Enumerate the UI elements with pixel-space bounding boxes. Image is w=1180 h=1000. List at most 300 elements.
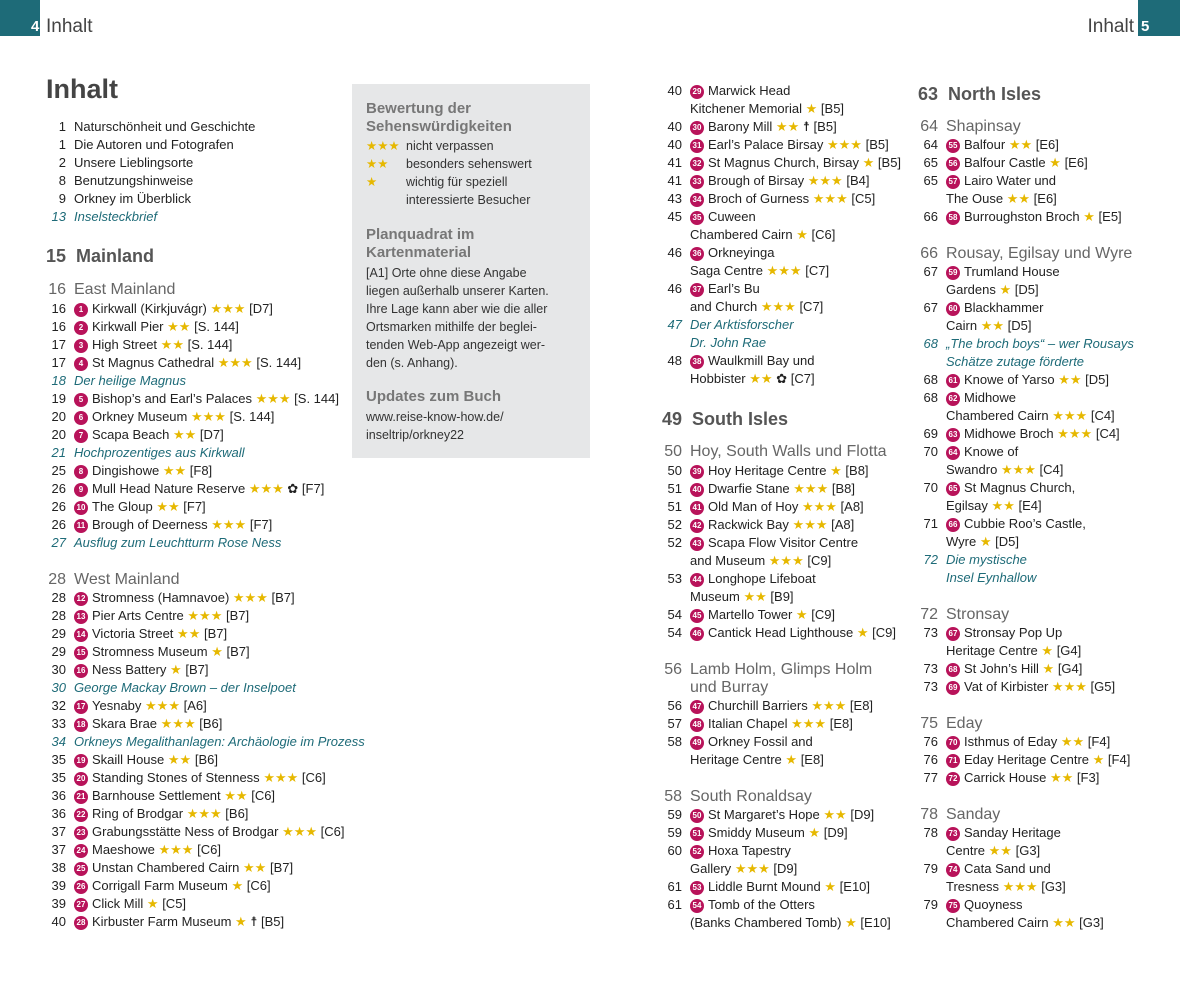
entry-title: Waulkmill Bay und: [708, 353, 815, 368]
star-icon: ★: [366, 175, 378, 189]
map-reference: [G5]: [1090, 679, 1116, 694]
entry-text: [946, 896, 1023, 914]
entry-title: Centre: [946, 843, 986, 858]
entry-page: 17: [51, 337, 66, 352]
updates-url-1[interactable]: www.reise-know-how.de/: [366, 410, 504, 424]
star-icon: ★★★: [248, 481, 284, 496]
map-reference: [D5]: [1007, 318, 1032, 333]
entry-text: [690, 624, 896, 642]
entry-text: [690, 480, 855, 498]
entry-title: Bishop’s and Earl’s Palaces: [92, 391, 252, 406]
page-number-left: 4: [31, 18, 40, 35]
entry-title: Corrigall Farm Museum: [92, 878, 228, 893]
entry-text: [74, 823, 345, 841]
entry-page: 2: [58, 155, 66, 170]
entry-text: [690, 280, 760, 298]
star-icon: ★★★: [1002, 879, 1038, 894]
sight-number-badge: 50: [690, 809, 704, 823]
subsection-page: 66: [920, 245, 938, 262]
entry-page: 73: [923, 679, 938, 694]
entry-text: [74, 751, 218, 769]
entry-title: Chambered Cairn: [946, 408, 1049, 423]
entry-text: [74, 336, 232, 354]
section-page: 63: [918, 84, 939, 104]
star-icon: ★★: [1052, 915, 1076, 930]
sight-number-badge: 25: [74, 862, 88, 876]
entry-title: Victoria Street: [92, 626, 174, 641]
entry-page: 16: [51, 301, 66, 316]
subsection-title: Hoy, South Walls und Flotta: [690, 443, 887, 460]
subsection-page: 16: [48, 281, 66, 298]
entry-page: 8: [58, 173, 66, 188]
entry-title: Scapa Beach: [92, 427, 170, 442]
entry-title: Egilsay: [946, 498, 988, 513]
sight-number-badge: 2: [74, 321, 88, 335]
map-reference: [B6]: [194, 752, 218, 767]
entry-text: [690, 316, 794, 334]
star-icon: ★: [999, 282, 1012, 297]
entry-page: 52: [667, 535, 682, 550]
sight-number-badge: 64: [946, 446, 960, 460]
entry-text: [946, 678, 1115, 696]
subsection-title: Shapinsay: [946, 118, 1021, 135]
star-icon: ★★: [172, 427, 197, 442]
map-reference: [C6]: [320, 824, 345, 839]
entry-title: Cubbie Roo’s Castle,: [964, 516, 1086, 531]
sight-number-badge: 40: [690, 483, 704, 497]
entry-page: 34: [51, 734, 66, 749]
entry-text: [74, 913, 284, 931]
entry-text: [946, 425, 1120, 443]
star-icon: ★: [795, 607, 808, 622]
entry-page: 53: [667, 571, 682, 586]
entry-page: 51: [667, 481, 682, 496]
entry-title: Orkney Fossil and: [708, 734, 813, 749]
entry-title: Knowe of Yarso: [964, 372, 1055, 387]
entry-text: [690, 244, 774, 262]
map-reference: [C9]: [811, 607, 836, 622]
entry-text: [74, 715, 222, 733]
star-icon: ★★: [1058, 372, 1082, 387]
entry-text: [74, 426, 224, 444]
subsection-title: Rousay, Egilsay und Wyre: [946, 245, 1133, 262]
entry-page: 65: [923, 155, 938, 170]
sight-number-badge: 32: [690, 157, 704, 171]
entry-page: 76: [923, 752, 938, 767]
sight-number-badge: 38: [690, 355, 704, 369]
star-icon: ★★★: [263, 770, 299, 785]
entry-title: Tresness: [946, 879, 999, 894]
entry-page: 35: [51, 752, 66, 767]
map-reference: [F4]: [1087, 734, 1111, 749]
star-icon: ★★★: [232, 590, 268, 605]
entry-page: 65: [923, 173, 938, 188]
sight-number-badge: 67: [946, 627, 960, 641]
map-reference: [E10]: [839, 879, 871, 894]
star-icon: ★★★: [827, 137, 862, 152]
entry-title: Earl’s Bu: [708, 281, 760, 296]
sight-number-badge: 5: [74, 393, 88, 407]
entry-title: Martello Tower: [708, 607, 793, 622]
sight-number-badge: 28: [74, 916, 88, 930]
sight-number-badge: 69: [946, 681, 960, 695]
entry-text: [690, 516, 854, 534]
map-reference: [B6]: [199, 716, 223, 731]
entry-title: Stromness (Hamnavoe): [92, 590, 230, 605]
entry-page: 60: [667, 843, 682, 858]
entry-page: 68: [923, 372, 938, 387]
star-icon: ★: [235, 914, 247, 929]
star-icon: ★: [231, 878, 244, 893]
entry-text: [690, 334, 766, 352]
entry-title: Hobbister: [690, 371, 746, 386]
entry-title: Pier Arts Centre: [92, 608, 184, 623]
map-reference: [A6]: [183, 698, 207, 713]
map-reference: [C4]: [1095, 426, 1120, 441]
entry-title: St Margaret’s Hope: [708, 807, 820, 822]
entry-title: Ness Battery: [92, 662, 167, 677]
map-reference: [C6]: [251, 788, 276, 803]
map-reference: [E6]: [1035, 137, 1059, 152]
updates-url-2[interactable]: inseltrip/orkney22: [366, 428, 464, 442]
entry-title: Dingishowe: [92, 463, 160, 478]
entry-title: St Magnus Church,: [964, 480, 1076, 495]
grid-text-5: tenden Web-App angezeigt wer-: [366, 338, 546, 352]
star-icon: ★★: [167, 752, 192, 767]
map-reference: [A8]: [831, 517, 855, 532]
rating-label-3: nicht verpassen: [406, 139, 494, 153]
star-icon: ★★: [156, 499, 180, 514]
entry-title: Standing Stones of Stenness: [92, 770, 260, 785]
sight-number-badge: 49: [690, 736, 704, 750]
sight-number-badge: 11: [74, 519, 88, 533]
sight-number-badge: 41: [690, 501, 704, 515]
entry-page: 79: [923, 861, 938, 876]
entry-text: [946, 497, 1042, 515]
sight-number-badge: 52: [690, 845, 704, 859]
entry-page: 59: [667, 807, 682, 822]
sight-number-badge: 24: [74, 844, 88, 858]
entry-text: [946, 569, 1036, 587]
entry-text: [946, 551, 1027, 569]
entry-text: [946, 407, 1115, 425]
entry-text: [946, 353, 1084, 371]
sight-number-badge: 6: [74, 411, 88, 425]
entry-title: Midhowe: [964, 390, 1017, 405]
entry-page: 45: [667, 209, 682, 224]
entry-page: 25: [51, 463, 66, 478]
entry-page: 70: [923, 444, 938, 459]
entry-title: Naturschönheit und Geschichte: [74, 119, 256, 134]
sight-number-badge: 55: [946, 139, 960, 153]
sight-number-badge: 26: [74, 880, 88, 894]
map-reference: [B9]: [770, 589, 794, 604]
entry-title: Grabungsstätte Ness of Brodgar: [92, 824, 279, 839]
entry-title: Kirbuster Farm Museum: [92, 914, 232, 929]
entry-page: 46: [667, 245, 682, 260]
map-reference: [G4]: [1056, 643, 1082, 658]
entry-title: Old Man of Hoy: [708, 499, 799, 514]
running-header-right: Inhalt: [1087, 16, 1134, 37]
page-number-right: 5: [1141, 18, 1150, 35]
rating-heading: Bewertung der: [366, 100, 472, 117]
subsection-page: 78: [920, 806, 938, 823]
entry-text: [690, 733, 813, 751]
sight-number-badge: 62: [946, 392, 960, 406]
entry-title: Kirkwall Pier: [92, 319, 164, 334]
entry-page: 28: [51, 608, 66, 623]
map-reference: [E8]: [849, 698, 874, 713]
entry-title: Vat of Kirbister: [964, 679, 1049, 694]
entry-title: Inselsteckbrief: [74, 209, 158, 224]
sight-number-badge: 72: [946, 772, 960, 786]
map-reference: [C9]: [807, 553, 832, 568]
entry-text: [690, 842, 791, 860]
subsection-title: Sanday: [946, 806, 1001, 823]
entry-text: [690, 715, 853, 733]
map-reference: [F4]: [1107, 752, 1131, 767]
map-reference: [B7]: [203, 626, 228, 641]
entry-text: [74, 679, 296, 697]
sight-number-badge: 34: [690, 193, 704, 207]
entry-text: [74, 805, 248, 823]
entry-title: Schätze zutage förderte: [946, 354, 1085, 369]
map-reference: ✿ [F7]: [287, 481, 325, 496]
sight-number-badge: 33: [690, 175, 704, 189]
entry-page: 40: [667, 119, 682, 134]
subsection-page: 64: [920, 118, 938, 135]
entry-title: and Church: [690, 299, 758, 314]
entry-text: [690, 190, 875, 208]
section-page: 49: [662, 409, 683, 429]
entry-title: Marwick Head: [708, 83, 791, 98]
updates-heading: Updates zum Buch: [366, 388, 502, 405]
map-reference: [G3]: [1041, 879, 1066, 894]
entry-text: [946, 154, 1088, 172]
map-reference: [S. 144]: [256, 355, 302, 370]
entry-text: [946, 335, 1134, 353]
map-reference: [C5]: [162, 896, 187, 911]
entry-title: Der heilige Magnus: [74, 373, 187, 388]
sight-number-badge: 59: [946, 266, 960, 280]
entry-text: [690, 570, 816, 588]
entry-title: Brough of Birsay: [708, 173, 805, 188]
entry-text: [690, 370, 815, 388]
sight-number-badge: 3: [74, 339, 88, 353]
map-reference: [B4]: [846, 173, 870, 188]
map-reference: [C5]: [851, 191, 876, 206]
entry-text: [74, 661, 208, 679]
star-icon: ★★: [224, 788, 248, 803]
entry-text: [74, 589, 295, 607]
entry-text: [946, 281, 1039, 299]
entry-page: 73: [923, 625, 938, 640]
entry-title: Blackhammer: [964, 300, 1044, 315]
sight-number-badge: 46: [690, 627, 704, 641]
map-reference: [C6]: [811, 227, 836, 242]
section-title: Mainland: [76, 246, 155, 266]
star-icon: ★: [824, 879, 837, 894]
entry-page: 26: [51, 499, 66, 514]
entry-text: [74, 769, 326, 787]
star-icon: ★★★: [187, 608, 223, 623]
entry-title: Insel Eynhallow: [946, 570, 1037, 585]
sight-number-badge: 14: [74, 628, 88, 642]
entry-page: 16: [51, 319, 66, 334]
map-reference: [B7]: [226, 644, 250, 659]
map-reference: [A8]: [840, 499, 864, 514]
entry-title: Orkney Museum: [92, 409, 188, 424]
entry-title: Gallery: [690, 861, 732, 876]
entry-page: 79: [923, 897, 938, 912]
entry-page: 69: [923, 426, 938, 441]
map-reference: [S. 144]: [229, 409, 275, 424]
entry-page: 36: [51, 806, 66, 821]
entry-text: [946, 769, 1099, 787]
entry-title: Yesnaby: [92, 698, 142, 713]
star-icon: ★★★: [1000, 462, 1036, 477]
entry-text: [74, 787, 275, 805]
entry-page: 76: [923, 734, 938, 749]
entry-text: [946, 299, 1043, 317]
star-icon: ★: [785, 752, 798, 767]
entry-page: 36: [51, 788, 66, 803]
entry-page: 47: [667, 317, 682, 332]
entry-text: [690, 498, 864, 516]
sight-number-badge: 1: [74, 303, 88, 317]
entry-title: Carrick House: [964, 770, 1047, 785]
entry-page: 29: [51, 644, 66, 659]
star-icon: ★★: [743, 589, 767, 604]
entry-page: 64: [923, 137, 938, 152]
entry-page: 67: [923, 264, 938, 279]
star-icon: ★★★: [734, 861, 770, 876]
map-reference: [B5]: [877, 155, 902, 170]
entry-title: and Museum: [690, 553, 766, 568]
entry-text: [946, 190, 1057, 208]
map-reference: ☨ [B5]: [250, 914, 285, 929]
sight-number-badge: 39: [690, 465, 704, 479]
sight-number-badge: 51: [690, 827, 704, 841]
entry-text: [946, 461, 1063, 479]
entry-page: 40: [51, 914, 66, 929]
entry-title: Earl’s Palace Birsay: [708, 137, 824, 152]
entry-page: 41: [667, 155, 682, 170]
sight-number-badge: 7: [74, 429, 88, 443]
star-icon: ★★★: [768, 553, 804, 568]
star-icon: ★★: [775, 119, 800, 134]
grid-text-2: liegen außerhalb unserer Karten.: [366, 284, 549, 298]
entry-text: [690, 136, 889, 154]
entry-text: [946, 172, 1056, 190]
sight-number-badge: 8: [74, 465, 88, 479]
map-reference: [B7]: [225, 608, 250, 623]
entry-page: 20: [51, 409, 66, 424]
entry-text: [946, 263, 1060, 281]
map-reference: [D7]: [199, 427, 224, 442]
entry-title: Cantick Head Lighthouse: [708, 625, 854, 640]
star-icon: ★★: [980, 318, 1005, 333]
entry-text: [74, 498, 206, 516]
entry-title: Benutzungshinweise: [74, 173, 194, 188]
entry-text: [74, 733, 365, 751]
star-icon: ★: [1083, 209, 1095, 224]
sight-number-badge: 18: [74, 718, 88, 732]
star-icon: ★★: [823, 807, 847, 822]
star-icon: ★★: [366, 157, 389, 171]
rating-label-2: besonders sehenswert: [406, 157, 532, 171]
star-icon: ★★: [749, 371, 773, 386]
grid-text-4: Ortsmarken mithilfe der beglei-: [366, 320, 537, 334]
entry-text: [946, 842, 1040, 860]
star-icon: ★★★: [217, 355, 253, 370]
star-icon: ★: [862, 155, 875, 170]
star-icon: ★★★: [160, 716, 196, 731]
entry-text: [946, 660, 1082, 678]
map-reference: [C6]: [246, 878, 271, 893]
map-reference: [D5]: [1014, 282, 1039, 297]
section-title: South Isles: [692, 409, 789, 429]
entry-title: (Banks Chambered Tomb): [690, 915, 842, 930]
subsection-title: West Mainland: [74, 571, 180, 588]
entry-text: [946, 533, 1019, 551]
entry-page: 17: [51, 355, 66, 370]
map-reference: [S. 144]: [294, 391, 339, 406]
entry-title: Cairn: [946, 318, 978, 333]
entry-page: 37: [51, 842, 66, 857]
entry-text: [74, 697, 207, 715]
entry-page: 59: [667, 825, 682, 840]
star-icon: ★: [1041, 643, 1054, 658]
subsection-page: 28: [48, 571, 66, 588]
star-icon: ★: [805, 101, 818, 116]
entry-title: Balfour Castle: [964, 155, 1046, 170]
subsection-title: East Mainland: [74, 281, 176, 298]
entry-title: Eday Heritage Centre: [964, 752, 1090, 767]
entry-page: 19: [51, 391, 66, 406]
star-icon: ★★★: [210, 301, 246, 316]
sight-number-badge: 70: [946, 736, 960, 750]
entry-text: [690, 606, 835, 624]
entry-text: [690, 914, 891, 932]
entry-title: Heritage Centre: [946, 643, 1038, 658]
star-icon: ★★★: [801, 499, 837, 514]
running-header-left: Inhalt: [46, 16, 93, 37]
entry-text: [74, 625, 227, 643]
rating-label-1b: interessierte Besucher: [406, 193, 531, 207]
entry-text: [74, 390, 339, 408]
sight-number-badge: 74: [946, 863, 960, 877]
entry-text: [74, 354, 301, 372]
entry-title: Tomb of the Otters: [708, 897, 815, 912]
entry-title: Mull Head Nature Reserve: [92, 481, 246, 496]
entry-page: 30: [51, 662, 66, 677]
entry-text: [946, 751, 1130, 769]
sight-number-badge: 12: [74, 592, 88, 606]
sight-number-badge: 66: [946, 518, 960, 532]
map-reference: [C6]: [301, 770, 326, 785]
entry-page: 71: [923, 516, 938, 531]
sight-number-badge: 71: [946, 754, 960, 768]
entry-page: 58: [667, 734, 682, 749]
subsection-title: und Burray: [690, 679, 769, 696]
entry-title: Italian Chapel: [708, 716, 788, 731]
subsection-page: 56: [664, 661, 682, 678]
rating-heading-2: Sehenswürdigkeiten: [366, 118, 512, 135]
sight-number-badge: 57: [946, 175, 960, 189]
entry-page: 43: [667, 191, 682, 206]
sight-number-badge: 68: [946, 663, 960, 677]
